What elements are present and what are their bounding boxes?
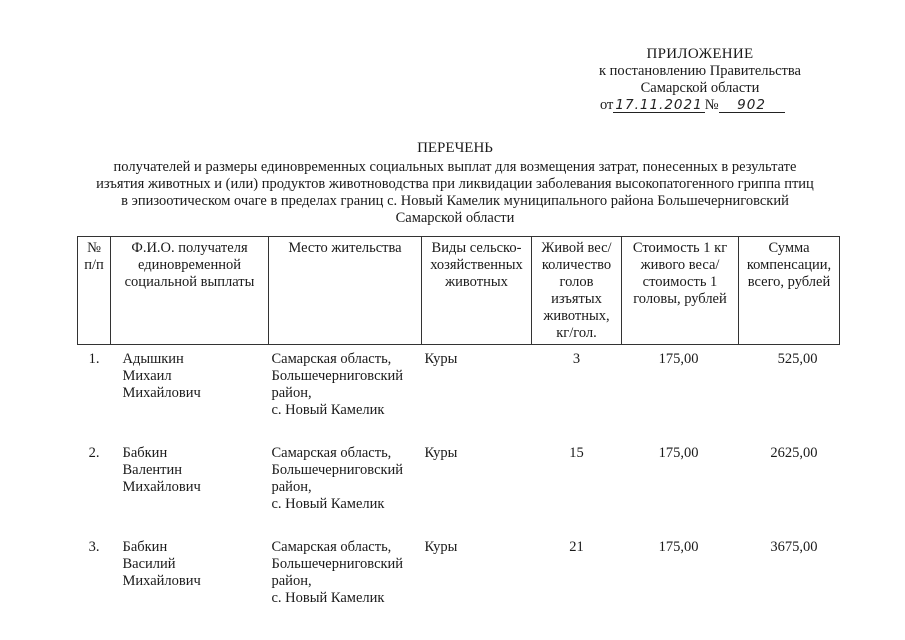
table-row	[78, 439, 840, 533]
address-line: с. Новый Камелик	[271, 496, 385, 512]
first-name: Михаил	[122, 368, 172, 384]
address-line: район,	[271, 573, 312, 589]
patronymic: Михайлович	[122, 573, 201, 589]
row-address	[269, 439, 422, 533]
address-line: Большечерниговский	[271, 556, 404, 572]
header-name: Ф.И.О. получателя единовременной социальной выплаты	[111, 237, 269, 345]
handwritten-date: 17.11.2021	[615, 97, 703, 113]
header-num: № п/п	[78, 237, 111, 345]
address-line: район,	[271, 385, 312, 401]
row-animal: Куры	[424, 351, 458, 367]
address-line: Самарская область,	[271, 539, 392, 555]
row-num: 2.	[88, 445, 100, 461]
patronymic: Михайлович	[122, 479, 201, 495]
row-total: 525,00	[777, 351, 818, 367]
first-name: Василий	[122, 556, 176, 572]
title-line-3: в эпизоотическом очаге в пределах границ с. Новый Камелик муниципального района Большечерниговский	[121, 193, 789, 209]
table-row	[78, 345, 840, 440]
header-address: Место жительства	[269, 237, 422, 345]
row-name	[111, 533, 269, 627]
row-name	[111, 439, 269, 533]
row-address	[269, 345, 422, 440]
row-price: 175,00	[658, 351, 699, 367]
row-name	[111, 345, 269, 440]
title-line-2: изъятия животных и (или) продуктов животноводства при ликвидации заболевания высокопатогенного гриппа птиц	[96, 176, 814, 192]
address-line: Самарская область,	[271, 445, 392, 461]
row-total: 3675,00	[770, 539, 818, 555]
appendix-line-2: Самарской области	[640, 80, 760, 96]
header-total: Сумма компенсации, всего, рублей	[739, 237, 840, 345]
row-address	[269, 533, 422, 627]
address-line: с. Новый Камелик	[271, 590, 385, 606]
title-name: ПЕРЕЧЕНЬ	[417, 140, 493, 156]
surname: Бабкин	[122, 445, 168, 461]
document-title	[60, 140, 850, 227]
address-line: район,	[271, 479, 312, 495]
recipients-table	[77, 236, 840, 627]
date-prefix: от	[600, 97, 614, 113]
row-num: 1.	[88, 351, 100, 367]
address-line: Большечерниговский	[271, 368, 404, 384]
row-qty: 3	[572, 351, 581, 367]
address-line: с. Новый Камелик	[271, 402, 385, 418]
row-price: 175,00	[658, 539, 699, 555]
address-line: Самарская область,	[271, 351, 392, 367]
appendix-line-1: к постановлению Правительства	[599, 63, 801, 79]
row-total: 2625,00	[770, 445, 818, 461]
header-animal: Виды сельско-хозяйственных животных	[422, 237, 532, 345]
row-num: 3.	[88, 539, 100, 555]
header-qty: Живой вес/ количество голов изъятых животных, кг/гол.	[532, 237, 622, 345]
first-name: Валентин	[122, 462, 183, 478]
row-animal: Куры	[424, 445, 458, 461]
surname: Адышкин	[122, 351, 184, 367]
table-header-row	[78, 237, 840, 345]
table-row	[78, 533, 840, 627]
row-qty: 21	[569, 539, 584, 555]
title-line-1: получателей и размеры единовременных социальных выплат для возмещения затрат, понесенных в результате	[113, 159, 797, 175]
row-qty: 15	[569, 445, 584, 461]
header-price: Стоимость 1 кг живого веса/стоимость 1 головы, рублей	[622, 237, 739, 345]
number-prefix: №	[704, 97, 719, 113]
appendix-block	[560, 46, 840, 115]
appendix-heading: ПРИЛОЖЕНИЕ	[646, 46, 754, 62]
row-animal: Куры	[424, 539, 458, 555]
address-line: Большечерниговский	[271, 462, 404, 478]
row-price: 175,00	[658, 445, 699, 461]
surname: Бабкин	[122, 539, 168, 555]
appendix-date-line	[560, 97, 840, 115]
title-line-4: Самарской области	[395, 210, 515, 226]
handwritten-number: 902	[719, 98, 785, 113]
patronymic: Михайлович	[122, 385, 201, 401]
